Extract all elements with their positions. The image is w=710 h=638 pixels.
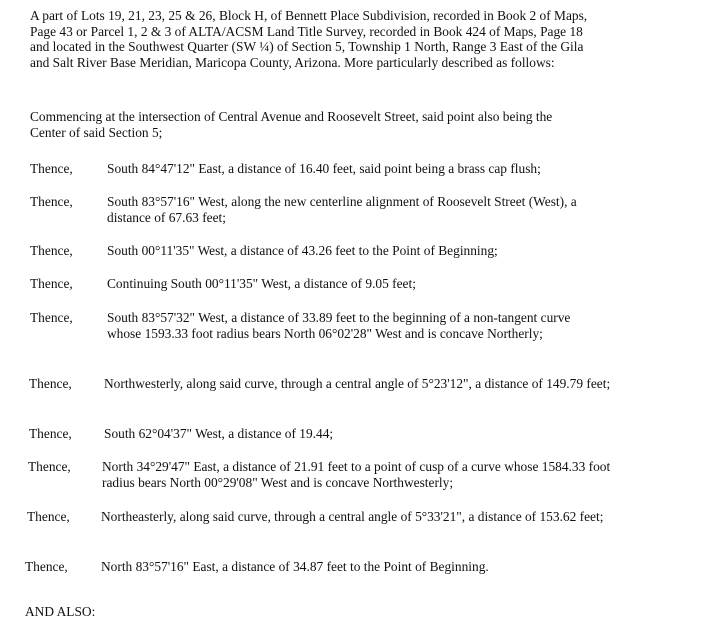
course-label: Thence,	[25, 559, 68, 574]
and-also-heading: AND ALSO:	[25, 604, 96, 619]
course-text: North 83°57'16" East, a distance of 34.87 feet to the Point of Beginning.	[101, 559, 489, 574]
course-text: South 62°04'37" West, a distance of 19.44;	[104, 426, 334, 441]
course-text: Continuing South 00°11'35" West, a distance of 9.05 feet;	[107, 276, 416, 291]
course-text: Northeasterly, along said curve, through a central angle of 5°33'21", a distance of 153.62 feet;	[101, 509, 604, 524]
course-label: Thence,	[27, 509, 70, 524]
course-text: South 00°11'35" West, a distance of 43.26 feet to the Point of Beginning;	[107, 243, 498, 258]
course-text: North 34°29'47" East, a distance of 21.91 feet to a point of cusp of a curve whose 1584.33 foot radius bears North 00°29'08" West and is concave Northwesterly;	[102, 459, 611, 490]
course-label: Thence,	[30, 194, 73, 209]
course-label: Thence,	[28, 459, 71, 474]
course-text: South 83°57'16" West, along the new centerline alignment of Roosevelt Street (West), a distance of 67.63 feet;	[107, 194, 577, 225]
course-label: Thence,	[29, 376, 72, 391]
course-label: Thence,	[30, 161, 73, 176]
intro-paragraph: A part of Lots 19, 21, 23, 25 & 26, Block H, of Bennett Place Subdivision, recorded in Book 2 of Maps, Page 43 or Parcel 1, 2 & 3 of ALTA/ACSM Land Title Survey, recorded in Book 424 of Maps, Page 18 and located in the Southwest Quarter (SW ¼) of Section 5, Township 1 North, Range 3 East of the Gila and Salt River Base Meridian, Maricopa County, Arizona. More particularly described as follows:	[30, 8, 588, 70]
course-label: Thence,	[30, 276, 73, 291]
commencing-paragraph: Commencing at the intersection of Central Avenue and Roosevelt Street, said point also being the Center of said Section 5;	[30, 109, 553, 140]
course-label: Thence,	[30, 310, 73, 325]
course-label: Thence,	[29, 426, 72, 441]
course-text: South 84°47'12" East, a distance of 16.40 feet, said point being a brass cap flush;	[107, 161, 541, 176]
course-text: South 83°57'32" West, a distance of 33.89 feet to the beginning of a non-tangent curve whose 1593.33 foot radius bears North 06°02'28" West and is concave Northerly;	[107, 310, 571, 341]
course-text: Northwesterly, along said curve, through a central angle of 5°23'12", a distance of 149.79 feet;	[104, 376, 611, 391]
course-label: Thence,	[30, 243, 73, 258]
